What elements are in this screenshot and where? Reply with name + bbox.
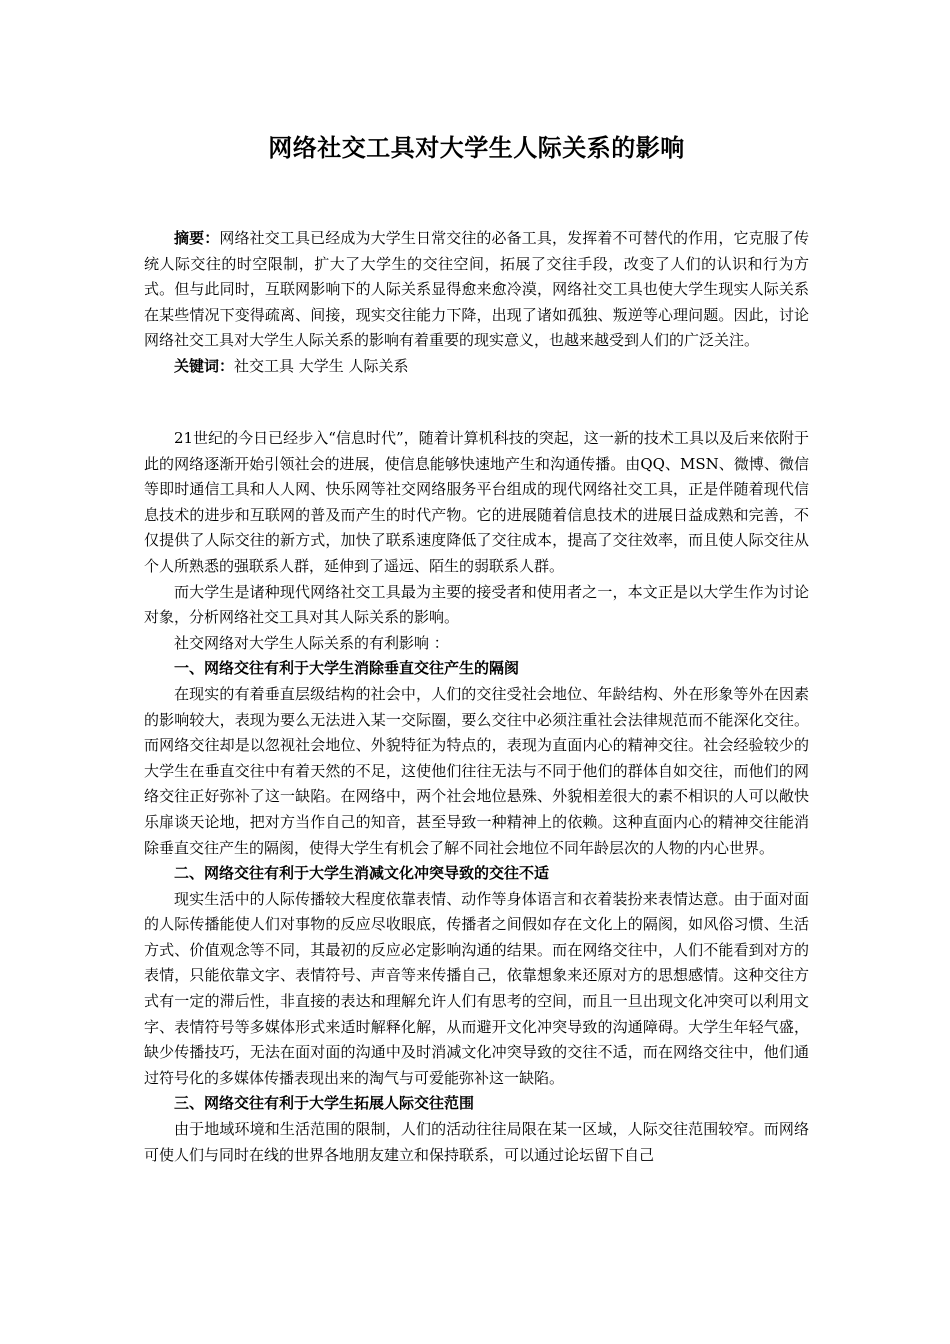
intro-paragraph-2: 而大学生是诸种现代网络社交工具最为主要的接受者和使用者之一，本文正是以大学生作为讨论对象，分析网络社交工具对其人际关系的影响。 (144, 582, 809, 627)
abstract-section (144, 226, 809, 380)
intro-paragraph-1: 21世纪的今日已经步入“信息时代”，随着计算机科技的突起，这一新的技术工具以及后来依附于此的网络逐渐开始引领社会的进展，使信息能够快速地产生和沟通传播。由QQ、MSN、微博、微信等即时通信工具和人人网、快乐网等社交网络服务平台组成的现代网络社交工具，正是伴随着现代信息技术的进步和互联网的普及而产生的时代产物。它的进展随着信息技术的进展日益成熟和完善，不仅提供了人际交往的新方式，加快了联系速度降低了交往成本，提高了交往效率，而且使人际交往从个人所熟悉的强联系人群，延伸到了遥远、陌生的弱联系人群。 (144, 429, 809, 575)
abstract-paragraph (144, 226, 809, 354)
intro-paragraph-3: 社交网络对大学生人际关系的有利影响 ： (174, 633, 449, 652)
section-1-paragraph: 在现实的有着垂直层级结构的社会中，人们的交往受社会地位、年龄结构、外在形象等外在因素的影响较大，表现为要么无法进入某一交际圈，要么交往中必须注重社会法律规范而不能深化交往。而网络交往却是以忽视社会地位、外貌特征为特点的，表现为直面内心的精神交往。社会经验较少的大学生在垂直交往中有着天然的不足，这使他们往往无法与不同于他们的群体自如交往，而他们的网络交往正好弥补了这一缺陷。在网络中，两个社会地位悬殊、外貌相差很大的素不相识的人可以敞快乐扉谈天论地，把对方当作自己的知音，甚至导致一种精神上的依赖。这种直面内心的精神交往能消除垂直交往产生的隔阂，使得大学生有机会了解不同社会地位不同年龄层次的人物的内心世界。 (144, 684, 809, 857)
section-3-heading: 三、网络交往有利于大学生拓展人际交往范围 (174, 1094, 475, 1113)
abstract-text: 网络社交工具已经成为大学生日常交往的必备工具，发挥着不可替代的作用，它克服了传统人际交往的时空限制，扩大了大学生的交往空间，拓展了交往手段，改变了人们的认识和行为方式。但与此同时，互联网影响下的人际关系显得愈来愈冷漠，网络社交工具也使大学生现实人际关系在某些情况下变得疏离、间接，现实交往能力下降，出现了诸如孤独、叛逆等心理问题。因此，讨论网络社交工具对大学生人际关系的影响有着重要的现实意义，也越来越受到人们的广泛关注。 (144, 229, 809, 350)
main-body (144, 426, 809, 1168)
keywords-paragraph (144, 354, 809, 380)
abstract-label: 摘要： (174, 229, 220, 247)
keywords-text: 社交工具 大学生 人际关系 (234, 356, 409, 375)
keywords-label: 关键词： (174, 356, 235, 375)
section-2-paragraph: 现实生活中的人际传播较大程度依靠表情、动作等身体语言和衣着装扮来表情达意。由于面对面的人际传播能使人们对事物的反应尽收眼底，传播者之间假如存在文化上的隔阂，如风俗习惯、生活方式、价值观念等不同，其最初的反应必定影响沟通的结果。而在网络交往中，人们不能看到对方的表情，只能依靠文字、表情符号、声音等来传播自己，依靠想象来还原对方的思想感情。这种交往方式有一定的滞后性，非直接的表达和理解允许人们有思考的空间，而且一旦出现文化冲突可以利用文字、表情符号等多媒体形式来适时解释化解，从而避开文化冲突导致的沟通障碍。大学生年轻气盛，缺少传播技巧，无法在面对面的沟通中及时消减文化冲突导致的交往不适，而在网络交往中，他们通过符号化的多媒体传播表现出来的淘气与可爱能弥补这一缺陷。 (144, 889, 809, 1087)
section-1-heading: 一、网络交往有利于大学生消除垂直交往产生的隔阂 (174, 659, 520, 678)
document-title: 网络社交工具对大学生人际关系的影响 (268, 134, 685, 162)
section-2-heading: 二、网络交往有利于大学生消减文化冲突导致的交往不适 (174, 864, 550, 883)
section-3-paragraph: 由于地域环境和生活范围的限制，人们的活动往往局限在某一区域，人际交往范围较窄。而网络可使人们与同时在线的世界各地朋友建立和保持联系，可以通过论坛留下自己 (144, 1120, 809, 1164)
